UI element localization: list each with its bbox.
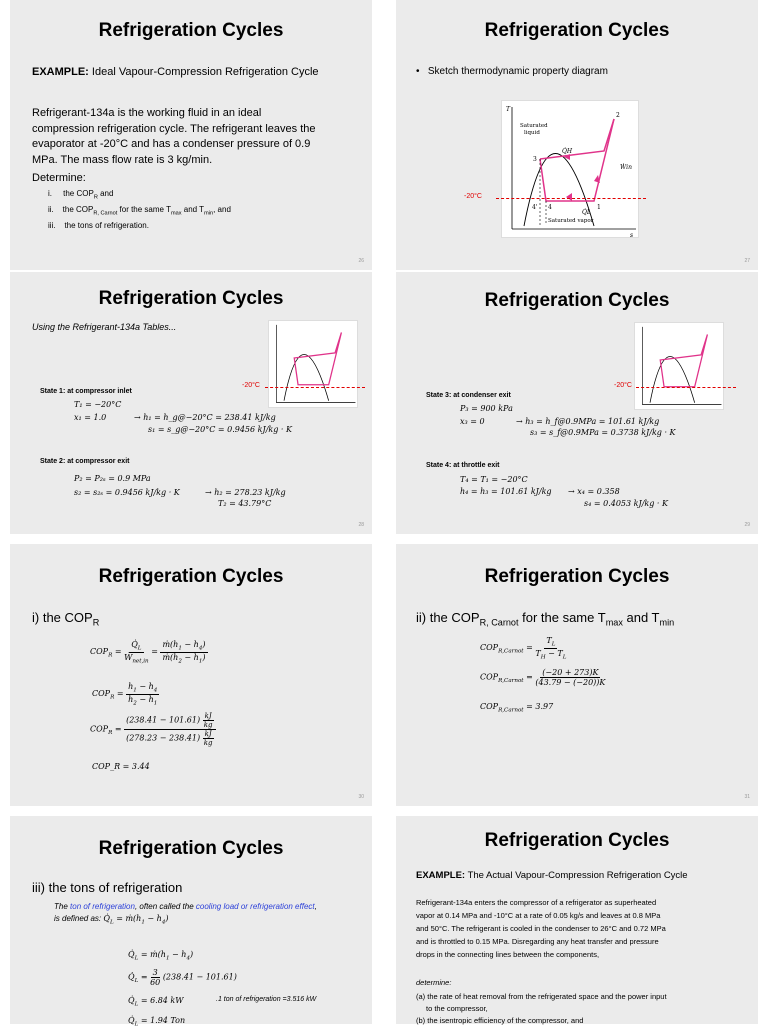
temp-label: -20°C: [464, 193, 482, 200]
slide-28: [10, 272, 372, 534]
problem-paragraph: Refrigerant-134a is the working fluid in an ideal compression refrigeration cycle. The refrigerant leaves the evaporator at -20°C and has a condenser pressure of 0.9 MPa. The mass flow rate is 3 kg/min.: [32, 107, 316, 166]
state2-eq: → h₂ = 278.23 kJ/kg: [205, 488, 286, 497]
determine-label: Determine:: [32, 172, 86, 184]
state2-eq: s₂ = s₂ₛ = 0.9456 kJ/kg · K: [74, 488, 180, 497]
page-number: 31: [744, 794, 750, 800]
state4-eq: s₄ = 0.4053 kJ/kg · K: [584, 499, 668, 508]
slide-27: [396, 0, 758, 270]
list-item: to the compressor,: [426, 1004, 488, 1013]
slide-title: Refrigeration Cycles: [484, 20, 670, 41]
problem-paragraph: Refrigerant-134a enters the compressor of a refrigerator as superheated vapor at 0.14 MPa and -10°C at a rate of 0.05 kg/s and leaves at 0.8 MPa and 50°C. The refrigerant is cooled in the condenser to 26°C and 0.72 MPa and is throttled to 0.15 MPa. Disregarding any heat transfer and pressure drops in the connecting lines between the components,: [416, 898, 666, 959]
slide-title: Refrigeration Cycles: [98, 20, 284, 41]
state4-eq: → x₄ = 0.358: [568, 487, 620, 496]
win-label: Ẇin: [620, 164, 632, 171]
intro-text: Using the Refrigerant-134a Tables...: [32, 322, 177, 332]
state4-eq: T₄ = T₁ = −20°C: [460, 475, 528, 484]
node-label: 3: [533, 156, 537, 163]
list-item: iii. the tons of refrigeration.: [48, 221, 149, 230]
s-axis-label: s: [630, 232, 634, 239]
tons-equation: $Q̇_L = 6.84$ kW: [128, 996, 184, 1008]
carnot-result: $COP_{R,Carnot} = 3.97$: [480, 702, 554, 714]
node-label: 2: [616, 112, 620, 119]
state2-eq: P₂ = P₂ₛ = 0.9 MPa: [74, 474, 151, 483]
determine-label: determine:: [416, 978, 452, 987]
cop-equation: $COP_R$ = $\frac{Q̇_L}{Ẇ_{net,in}}$ = $\frac{ṁ(h_1 - h_4)}{ṁ(h_2 - h_1)}$: [90, 640, 206, 665]
state3-eq: s₃ = s_f@0.9MPa = 0.3738 kJ/kg · K: [530, 428, 676, 437]
state1-eq: → h₁ = h_g@−20°C = 238.41 kJ/kg: [134, 413, 276, 422]
slide-title: Refrigeration Cycles: [98, 288, 284, 309]
sat-liquid-label: Saturated: [520, 123, 548, 129]
slide-title: Refrigeration Cycles: [98, 566, 284, 587]
ts-diagram-small: [634, 322, 724, 410]
slide-title: Refrigeration Cycles: [484, 830, 670, 851]
slide-31: [396, 544, 758, 806]
ql-label: Q̇L: [582, 209, 591, 216]
state2-eq: T₂ = 43.79°C: [218, 499, 272, 508]
state4-eq: h₄ = h₃ = 101.61 kJ/kg: [460, 487, 552, 496]
state1-label: State 1: at compressor inlet: [40, 388, 132, 395]
sat-vapor-label: Saturated vapor: [548, 218, 594, 224]
t-axis-label: T: [506, 106, 511, 113]
state1-eq: x₁ = 1.0: [74, 413, 107, 422]
state3-label: State 3: at condenser exit: [426, 392, 511, 399]
section-heading: ii) the $COP_{R, Carnot}$ for the same $T_{max}$ and $T_{min}$: [416, 610, 675, 628]
slide-title: Refrigeration Cycles: [484, 566, 670, 587]
tons-equation: $Q̇_L$ = $ṁ(h_1 - h_4)$: [128, 950, 194, 962]
list-item: ii. the $COP_{R, Carnot}$ for the same $T_{max}$ and $T_{min}$, and: [48, 205, 231, 217]
page-number: 26: [358, 258, 364, 264]
temp-label: -20°C: [242, 382, 260, 389]
determine-list: [416, 991, 667, 1027]
bullet-item: • Sketch thermodynamic property diagram: [416, 66, 608, 77]
temp-line: [636, 387, 736, 388]
state3-eq: → h₃ = h_f@0.9MPa = 101.61 kJ/kg: [516, 417, 660, 426]
page-number: 30: [358, 794, 364, 800]
definition-text: The ton of refrigeration, often called the cooling load or refrigeration effect,: [54, 902, 317, 911]
node-label: 4': [532, 204, 538, 211]
slide-title: Refrigeration Cycles: [98, 838, 284, 859]
temp-label: -20°C: [614, 382, 632, 389]
definition-text: is defined as: $Q̇_L$ = $ṁ(h_1 - h_4)$: [54, 914, 169, 926]
list-item: i. the $COP_R$ and: [48, 189, 114, 201]
slide-32: [10, 816, 372, 1028]
list-item: (b) the isentropic efficiency of the compressor, and: [416, 1016, 584, 1025]
page-number: 28: [358, 522, 364, 528]
state3-eq: x₃ = 0: [460, 417, 485, 426]
temp-line: [496, 198, 646, 199]
tons-equation: $Q̇_L$ = $\frac{3}{60}$ (238.41 − 101.61): [128, 968, 237, 987]
ts-diagram: [501, 100, 639, 238]
node-label: 1: [597, 204, 601, 211]
state2-label: State 2: at compressor exit: [40, 458, 130, 465]
section-heading: i) the $COP_R$: [32, 610, 100, 628]
carnot-equation: $COP_{R,Carnot}$ = $\frac{T_L}{T_H - T_L}$: [480, 636, 567, 661]
ts-diagram-svg: [502, 101, 640, 239]
qh-label: Q̇H: [562, 148, 573, 155]
state1-eq: T₁ = −20°C: [74, 400, 122, 409]
cop-result: COP_R = 3.44: [92, 762, 150, 771]
slide-title: Refrigeration Cycles: [484, 290, 670, 311]
carnot-equation: $COP_{R,Carnot}$ = $\frac{(-20 + 273)K}{(43.79 - (-20))K}$: [480, 668, 606, 687]
slide-29: [396, 272, 758, 534]
temp-line: [265, 387, 365, 388]
example-heading: EXAMPLE: The Actual Vapour-Compression Refrigeration Cycle: [416, 870, 688, 881]
example-heading: EXAMPLE: Ideal Vapour-Compression Refrigeration Cycle: [32, 66, 319, 78]
page-number: 27: [744, 258, 750, 264]
list-item: (a) the rate of heat removal from the refrigerated space and the power input: [416, 992, 667, 1001]
state4-label: State 4: at throttle exit: [426, 462, 500, 469]
cop-equation: $COP_R$ = (238.41 − 101.61) $\frac{kJ}{kg}$ (278.23 − 238.41) $\frac{kJ}{kg}$: [90, 712, 216, 747]
state3-eq: P₃ = 900 kPa: [460, 404, 513, 413]
tons-equation: $Q̇_L = 1.94$ Ton: [128, 1016, 186, 1028]
slide-26: [10, 0, 372, 270]
section-heading: iii) the tons of refrigeration: [32, 880, 183, 895]
ton-note: .1 ton of refrigeration =3.516 kW: [216, 996, 317, 1003]
page-number: 29: [744, 522, 750, 528]
sat-liquid-label-2: liquid: [524, 130, 540, 136]
cop-equation: $COP_R$ = $\frac{h_1 - h_4}{h_2 - h_1}$: [92, 682, 158, 707]
slide-30: [10, 544, 372, 806]
ts-diagram-small: [268, 320, 358, 408]
node-label: 4: [548, 204, 552, 211]
slide-33: [396, 816, 758, 1024]
state1-eq: s₁ = s_g@−20°C = 0.9456 kJ/kg · K: [148, 425, 292, 434]
